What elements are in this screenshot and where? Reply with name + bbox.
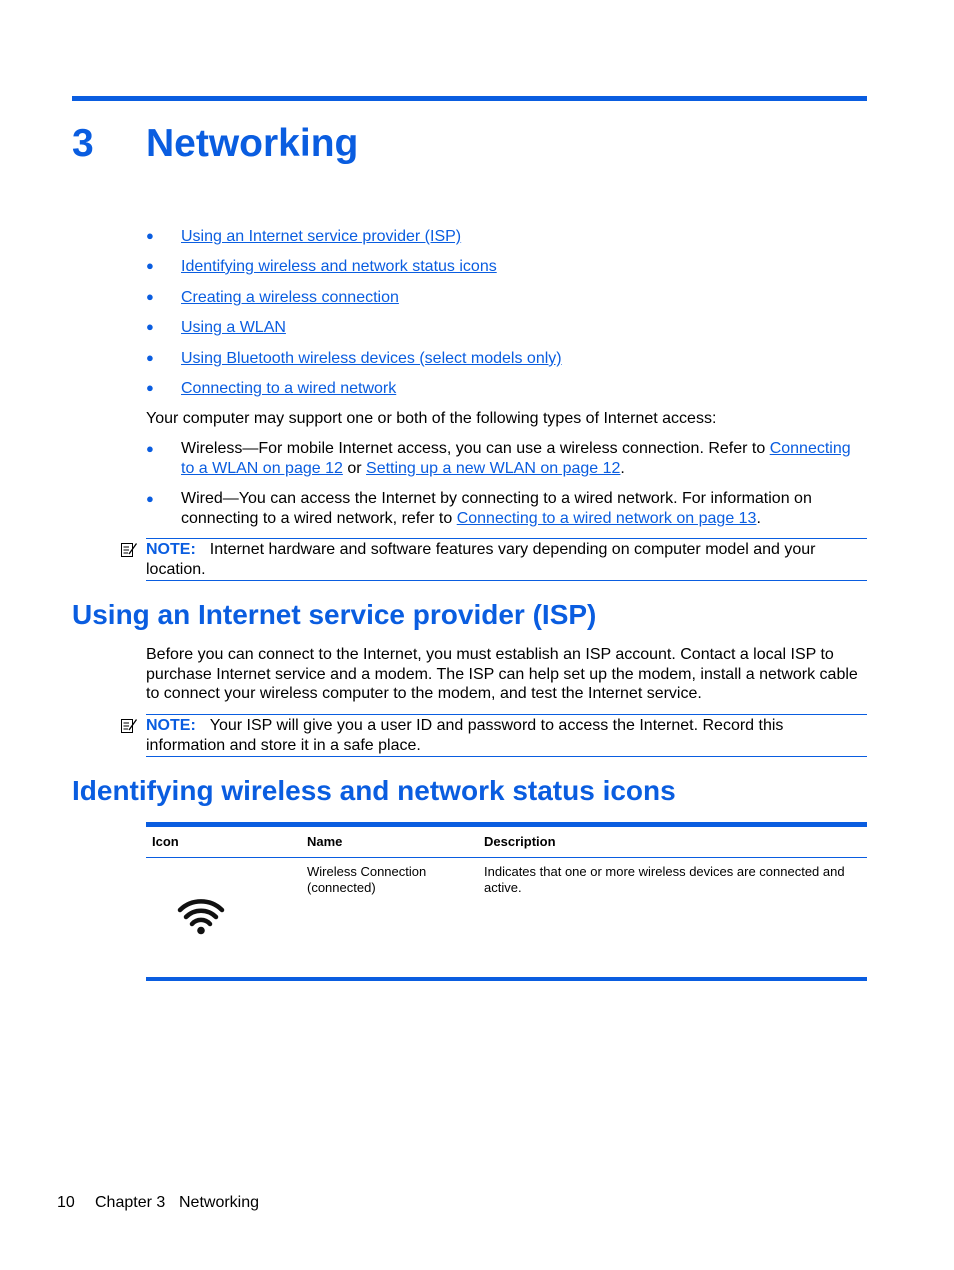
table-cell-description: Indicates that one or more wireless devices are connected and active.: [484, 864, 845, 895]
note-label: NOTE:: [146, 717, 196, 734]
table-header-rule: [146, 857, 867, 858]
chapter-rule: [72, 96, 867, 101]
link-setting-up-wlan[interactable]: Setting up a new WLAN on page 12: [366, 459, 621, 477]
toc-link-wireless-connection[interactable]: Creating a wireless connection: [181, 289, 399, 306]
section-heading-status-icons: Identifying wireless and network status icons: [72, 775, 676, 806]
toc-item: [146, 287, 399, 307]
toc-item: [146, 378, 396, 398]
note-box: [146, 538, 867, 581]
note-box: [146, 714, 867, 757]
bullet-icon: ●: [146, 350, 154, 365]
wired-text: Wired—You can access the Internet by connecting to a wired network. For information on connecting to a wired network, refer to Connecting to a wired network on page 13.: [181, 490, 812, 527]
chapter-title: Networking: [146, 122, 359, 165]
toc-link-bluetooth[interactable]: Using Bluetooth wireless devices (select models only): [181, 350, 562, 367]
bullet-icon: ●: [146, 289, 154, 304]
footer-chapter-title: Networking: [179, 1194, 260, 1211]
link-connecting-wired[interactable]: Connecting to a wired network on page 13: [456, 509, 757, 527]
note-text-line1: Your ISP will give you a user ID and password to access the Internet. Record this: [209, 717, 784, 734]
section-heading-isp: Using an Internet service provider (ISP): [72, 599, 597, 630]
note-label: NOTE:: [146, 541, 196, 558]
access-type-wired: [146, 489, 866, 529]
note-text-line1: Internet hardware and software features vary depending on computer model and your: [209, 541, 816, 558]
table-top-rule: [146, 822, 867, 827]
bullet-icon: ●: [146, 491, 154, 506]
bullet-icon: ●: [146, 441, 154, 456]
access-type-wireless: [146, 439, 866, 479]
wireless-text: Wireless—For mobile Internet access, you can use a wireless connection. Refer to Connecting to a WLAN on page 12 or Setting up a new WLAN on page 12.: [181, 440, 851, 477]
chapter-number: 3: [72, 122, 94, 165]
toc-item: [146, 348, 562, 368]
isp-paragraph: Before you can connect to the Internet, you must establish an ISP account. Contact a local ISP to purchase Internet service and a modem. The ISP can help set up the modem, install a network cable to connect your wireless computer to the modem, and test the Internet service.: [146, 646, 858, 702]
footer-page-number: 10: [57, 1194, 75, 1211]
toc-item: [146, 226, 461, 246]
bullet-icon: ●: [146, 228, 154, 243]
toc-link-wlan[interactable]: Using a WLAN: [181, 319, 286, 336]
toc-item: [146, 256, 497, 276]
wifi-icon: [176, 894, 226, 936]
note-text-line2: location.: [146, 560, 206, 578]
bullet-icon: ●: [146, 258, 154, 273]
toc-link-status-icons[interactable]: Identifying wireless and network status icons: [181, 258, 497, 275]
bullet-icon: ●: [146, 380, 154, 395]
note-text-line2: information and store it in a safe place.: [146, 736, 421, 754]
table-header-description: Description: [484, 834, 556, 849]
bullet-icon: ●: [146, 319, 154, 334]
table-bottom-rule: [146, 977, 867, 981]
toc-link-wired[interactable]: Connecting to a wired network: [181, 380, 397, 397]
toc-link-isp[interactable]: Using an Internet service provider (ISP): [181, 228, 462, 245]
toc-item: [146, 317, 286, 337]
link-connecting-wlan-part1[interactable]: Connecting: [769, 440, 851, 457]
footer-chapter-label: Chapter 3: [95, 1194, 166, 1211]
intro-paragraph: Your computer may support one or both of the following types of Internet access:: [146, 410, 717, 427]
table-cell-name: Wireless Connection (connected): [307, 864, 427, 895]
note-icon: [120, 717, 138, 735]
link-connecting-wlan-part2[interactable]: to a WLAN on page 12: [181, 459, 343, 477]
table-header-icon: Icon: [152, 834, 179, 849]
note-icon: [120, 541, 138, 559]
table-header-name: Name: [307, 834, 343, 849]
